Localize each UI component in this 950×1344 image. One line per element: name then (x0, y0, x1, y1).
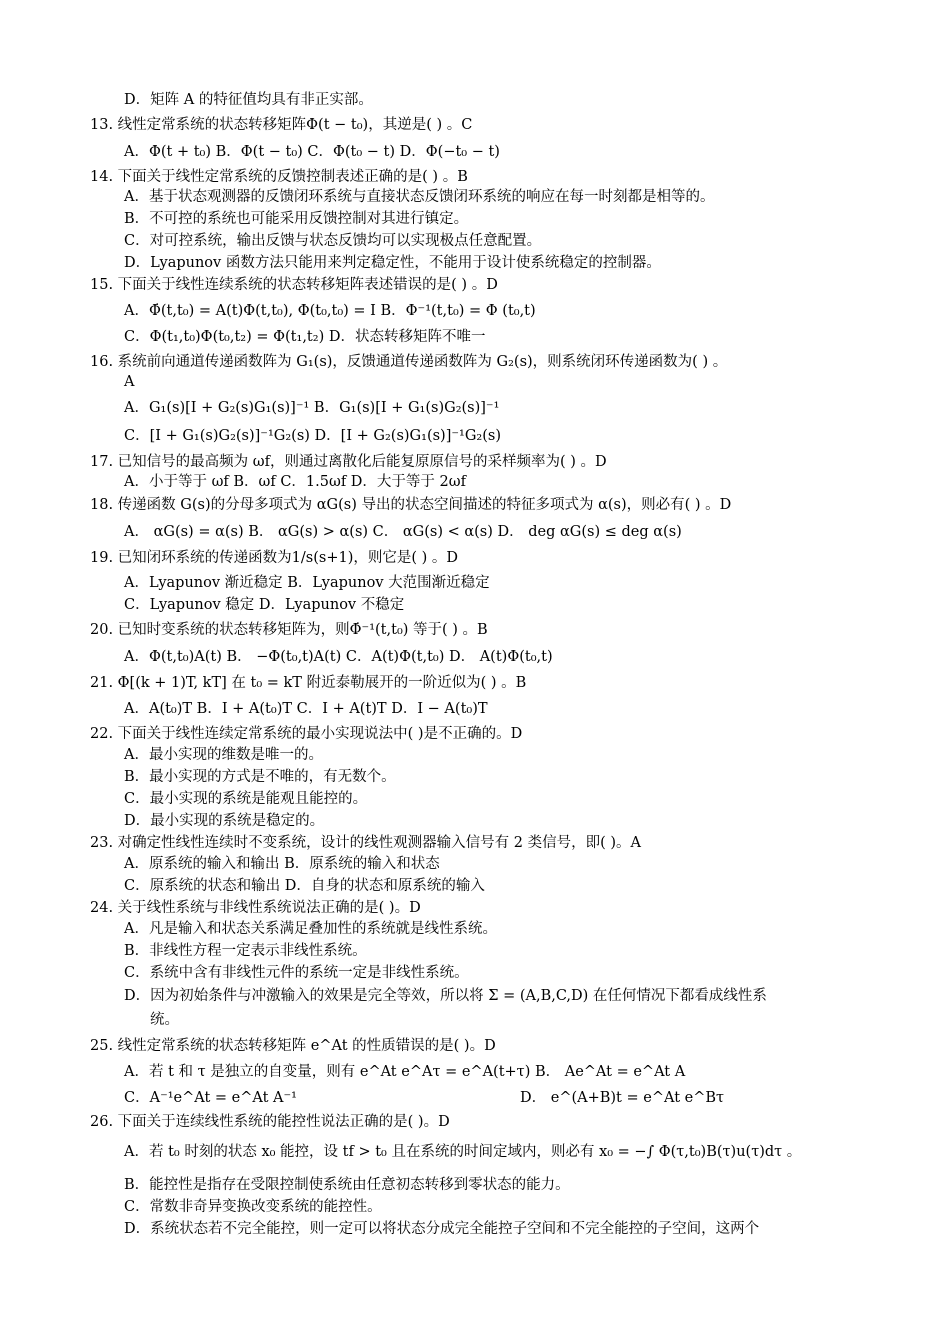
q12-option-d: D．矩阵 A 的特征值均具有非正实部。 (124, 92, 373, 108)
q16-options-cd: C．[I + G₁(s)G₂(s)]⁻¹G₂(s) D．[I + G₂(s)G₁(s)]⁻¹G₂(s) (124, 428, 501, 444)
q20-options: A．Φ(t,t₀)A(t) B． −Φ(t₀,t)A(t) C．A(t)Φ(t,t₀) D． A(t)Φ(t₀,t) (124, 649, 553, 665)
q15-stem: 15. 下面关于线性连续系统的状态转移矩阵表述错误的是( ) 。D (90, 277, 498, 293)
q14-option-a: A．基于状态观测器的反馈闭环系统与直接状态反馈闭环系统的响应在每一时刻都是相等的。 (124, 189, 715, 205)
q18-stem: 18. 传递函数 G(s)的分母多项式为 αG(s) 导出的状态空间描述的特征多项式为 α(s)，则必有( ) 。D (90, 497, 732, 513)
q14-option-b: B．不可控的系统也可能采用反馈控制对其进行镇定。 (124, 211, 469, 227)
q16-stem: 16. 系统前向通道传递函数阵为 G₁(s)，反馈通道传递函数阵为 G₂(s)，则系统闭环传递函数为( ) 。 (90, 354, 728, 370)
q22-option-c: C．最小实现的系统是能观且能控的。 (124, 791, 368, 807)
q13-stem: 13. 线性定常系统的状态转移矩阵Φ(t − t₀)，其逆是( ) 。C (90, 117, 473, 133)
q15-options-ab: A．Φ̇(t,t₀) = A(t)Φ(t,t₀), Φ(t₀,t₀) = I B．Φ⁻¹(t,t₀) = Φ (t₀,t) (124, 303, 536, 319)
q24-option-d: D．因为初始条件与冲激输入的效果是完全等效，所以将 Σ = (A,B,C,D) 在任何情况下都看成线性系 (124, 988, 767, 1004)
q25-option-c: C．A⁻¹e^At = e^At A⁻¹ (124, 1090, 297, 1106)
q21-stem: 21. Φ[(k + 1)T, kT] 在 t₀ = kT 附近泰勒展开的一阶近似为( ) 。B (90, 675, 527, 691)
q13-options: A．Φ(t + t₀) B．Φ(t − t₀) C．Φ(t₀ − t) D．Φ(−t₀ − t) (124, 144, 500, 160)
q26-option-d: D．系统状态若不完全能控，则一定可以将状态分成完全能控子空间和不完全能控的子空间，这两个 (124, 1221, 760, 1237)
q17-stem: 17. 已知信号的最高频为 ωf，则通过离散化后能复原原信号的采样频率为( ) 。D (90, 454, 607, 470)
q20-stem: 20. 已知时变系统的状态转移矩阵为，则Φ̇⁻¹(t,t₀) 等于( ) 。B (90, 622, 488, 638)
q16-options-ab: A．G₁(s)[I + G₂(s)G₁(s)]⁻¹ B．G₁(s)[I + G₁(s)G₂(s)]⁻¹ (124, 400, 500, 416)
q22-option-d: D．最小实现的系统是稳定的。 (124, 813, 325, 829)
q23-options-ab: A．原系统的输入和输出 B．原系统的输入和状态 (124, 856, 440, 872)
q23-stem: 23. 对确定性线性连续时不变系统，设计的线性观测器输入信号有 2 类信号，即( )。A (90, 835, 642, 851)
q22-option-a: A．最小实现的维数是唯一的。 (124, 747, 323, 763)
q19-options-cd: C．Lyapunov 稳定 D．Lyapunov 不稳定 (124, 597, 405, 613)
q26-option-b: B．能控性是指存在受限控制使系统由任意初态转移到零状态的能力。 (124, 1177, 570, 1193)
q24-stem: 24. 关于线性系统与非线性系统说法正确的是( )。D (90, 900, 421, 916)
q24-option-a: A．凡是输入和状态关系满足叠加性的系统就是线性系统。 (124, 921, 497, 937)
q17-options: A．小于等于 ωf B．ωf C．1.5ωf D．大于等于 2ωf (124, 474, 466, 490)
q25-stem: 25. 线性定常系统的状态转移矩阵 e^At 的性质错误的是( )。D (90, 1038, 496, 1054)
q24-option-b: B．非线性方程一定表示非线性系统。 (124, 943, 367, 959)
q26-option-c: C．常数非奇异变换改变系统的能控性。 (124, 1199, 382, 1215)
q19-options-ab: A．Lyapunov 渐近稳定 B．Lyapunov 大范围渐近稳定 (124, 575, 490, 591)
q22-option-b: B．最小实现的方式是不唯的，有无数个。 (124, 769, 396, 785)
q18-options: A． αG(s) = α(s) B． αG(s) > α(s) C． αG(s) < α(s) D． deg αG(s) ≤ deg α(s) (124, 524, 682, 540)
q25-options-ab: A．若 t 和 τ 是独立的自变量，则有 e^At e^Aτ = e^A(t+τ) B． Ae^At = e^At A (124, 1064, 686, 1080)
q24-option-d-cont: 统。 (150, 1012, 179, 1028)
q26-stem: 26. 下面关于连续线性系统的能控性说法正确的是( )。D (90, 1114, 450, 1130)
q15-options-cd: C．Φ(t₁,t₀)Φ(t₀,t₂) = Φ(t₁,t₂) D．状态转移矩阵不唯一 (124, 329, 486, 345)
q25-option-d: D． e^(A+B)t = e^At e^Bτ (520, 1090, 725, 1106)
q14-option-d: D．Lyapunov 函数方法只能用来判定稳定性，不能用于设计使系统稳定的控制器。 (124, 255, 661, 271)
q24-option-c: C．系统中含有非线性元件的系统一定是非线性系统。 (124, 965, 469, 981)
q22-stem: 22. 下面关于线性连续定常系统的最小实现说法中( )是不正确的。D (90, 726, 523, 742)
q19-stem: 19. 已知闭环系统的传递函数为1/s(s+1)，则它是( ) 。D (90, 550, 459, 566)
q26-option-a: A．若 t₀ 时刻的状态 x₀ 能控，设 tf > t₀ 且在系统的时间定域内，则必有 x₀ = −∫ Φ(τ,t₀)B(τ)u(τ)dτ 。 (124, 1144, 802, 1160)
q21-options: A．A(t₀)T B．I + A(t₀)T C．I + A(t)T D．I − A(t₀)T (124, 701, 488, 717)
q23-options-cd: C．原系统的状态和输出 D．自身的状态和原系统的输入 (124, 878, 485, 894)
q14-stem: 14. 下面关于线性定常系统的反馈控制表述正确的是( ) 。B (90, 169, 468, 185)
q16-answer: A (124, 374, 135, 390)
q14-option-c: C．对可控系统，输出反馈与状态反馈均可以实现极点任意配置。 (124, 233, 542, 249)
